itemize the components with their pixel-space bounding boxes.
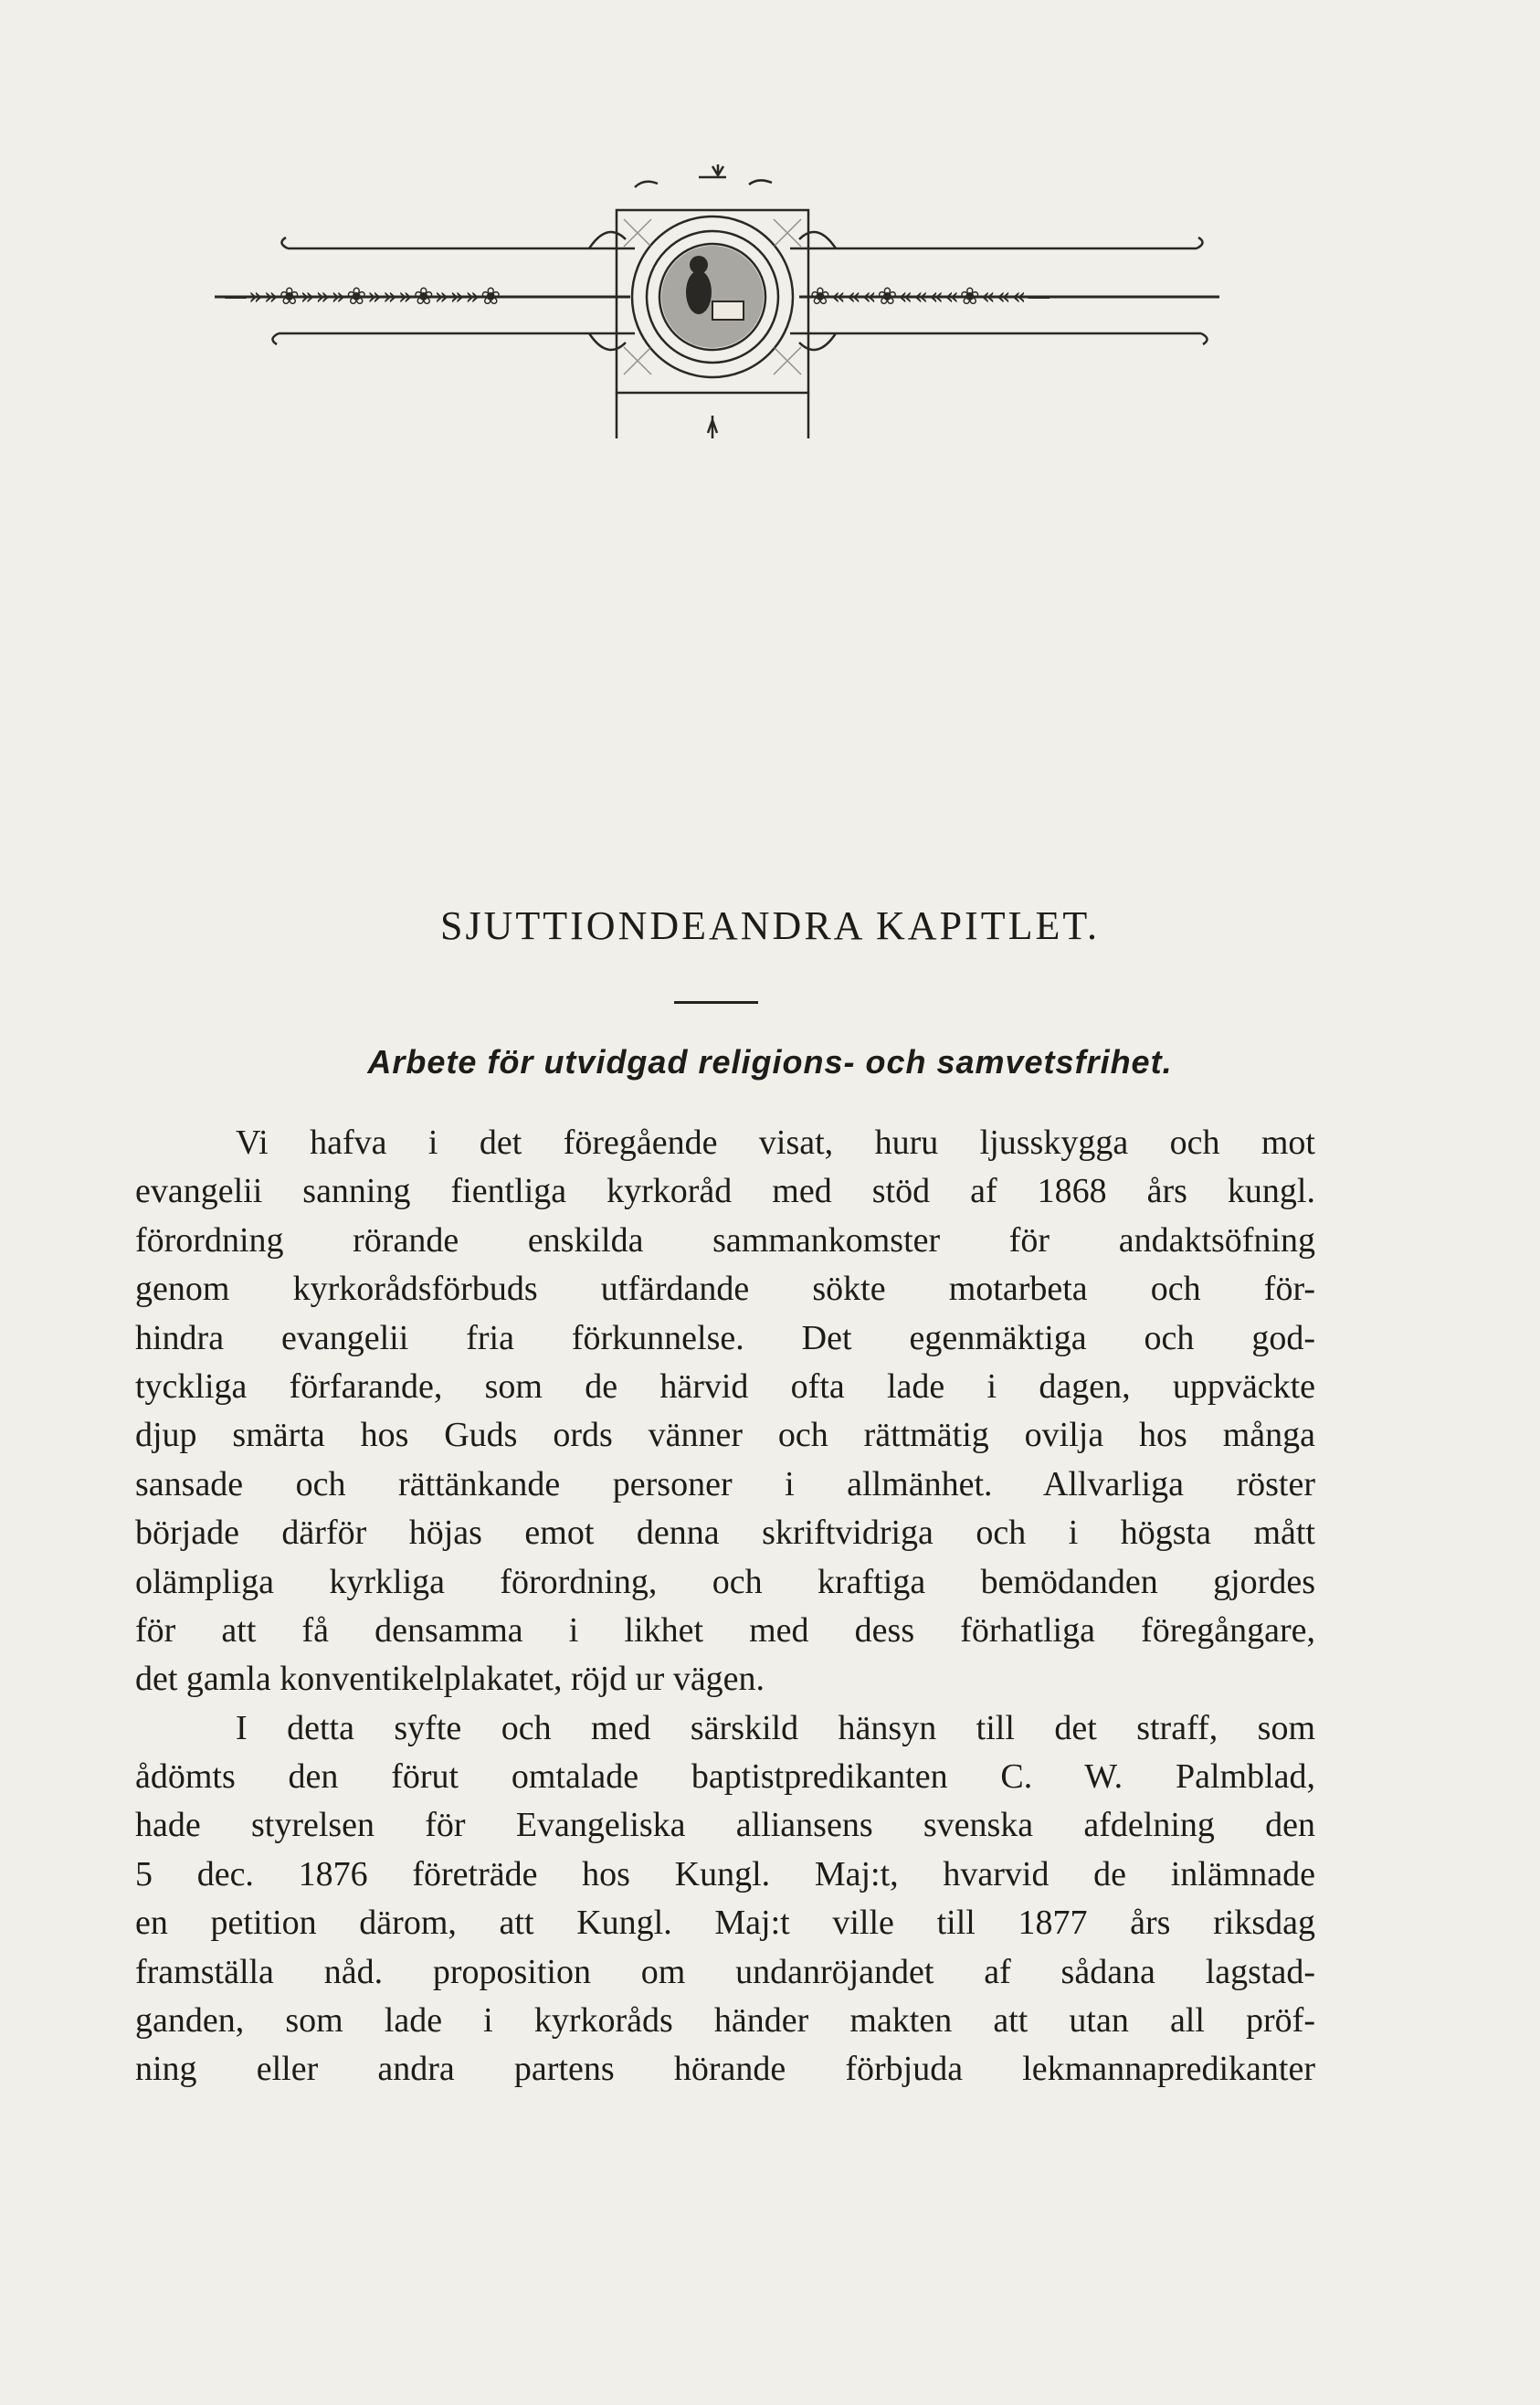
svg-text:—»»❀»»»❀»»»❀»»»❀: —»»❀»»»❀»»»❀»»»❀: [224, 283, 502, 311]
text-line: det gamla konventikelplakatet, röjd ur vägen.: [135, 1660, 765, 1699]
text-line: hindra evangelii fria förkunnelse. Det egenmäktiga och god-: [135, 1318, 1315, 1357]
paragraph-2: [135, 1704, 1315, 2094]
text-line: I detta syfte och med särskild hänsyn till det straff, som: [236, 1708, 1315, 1747]
title-divider: [674, 1001, 758, 1004]
text-line: tyckliga förfarande, som de härvid ofta lade i dagen, uppväckte: [135, 1366, 1315, 1406]
text-line: sansade och rättänkande personer i allmänhet. Allvarliga röster: [135, 1464, 1315, 1503]
header-ornament: [187, 146, 1238, 438]
svg-text:❀«««❀««««❀«««—: ❀«««❀««««❀«««—: [810, 283, 1052, 311]
text-line: hade styrelsen för Evangeliska alliansens svenska afdelning den: [135, 1806, 1315, 1845]
chapter-title: SJUTTIONDEANDRA KAPITLET.: [440, 903, 1100, 948]
body-text: [135, 1119, 1315, 2094]
text-line: olämpliga kyrkliga förordning, och kraftiga bemödanden gjordes: [135, 1562, 1315, 1601]
chapter-subtitle: Arbete för utvidgad religions- och samvetsfrihet.: [367, 1043, 1173, 1081]
text-line: genom kyrkorådsförbuds utfärdande sökte motarbeta och för-: [135, 1270, 1315, 1309]
text-line: djup smärta hos Guds ords vänner och rättmätig ovilja hos många: [135, 1416, 1315, 1455]
text-line: ådömts den förut omtalade baptistpredikanten C. W. Palmblad,: [135, 1757, 1315, 1797]
text-line: ganden, som lade i kyrkoråds händer makten att utan all pröf-: [135, 2001, 1315, 2041]
text-line: ning eller andra partens hörande förbjuda lekmannapredikanter: [135, 2050, 1315, 2089]
paragraph-1: [135, 1119, 1315, 1704]
text-line: började därför höjas emot denna skriftvidriga och i högsta mått: [135, 1514, 1315, 1553]
text-line: för att få densamma i likhet med dess förhatliga föregångare,: [135, 1610, 1315, 1650]
text-line: evangelii sanning fientliga kyrkoråd med stöd af 1868 års kungl.: [135, 1172, 1315, 1211]
text-line: framställa nåd. proposition om undanröjandet af sådana lagstad-: [135, 1952, 1315, 1991]
text-line: förordning rörande enskilda sammankomster för andaktsöfning: [135, 1220, 1315, 1260]
text-line: en petition därom, att Kungl. Maj:t ville till 1877 års riksdag: [135, 1904, 1315, 1943]
text-line: Vi hafva i det föregående visat, huru ljusskygga och mot: [236, 1123, 1315, 1162]
text-line: 5 dec. 1876 företräde hos Kungl. Maj:t, hvarvid de inlämnade: [135, 1854, 1315, 1893]
